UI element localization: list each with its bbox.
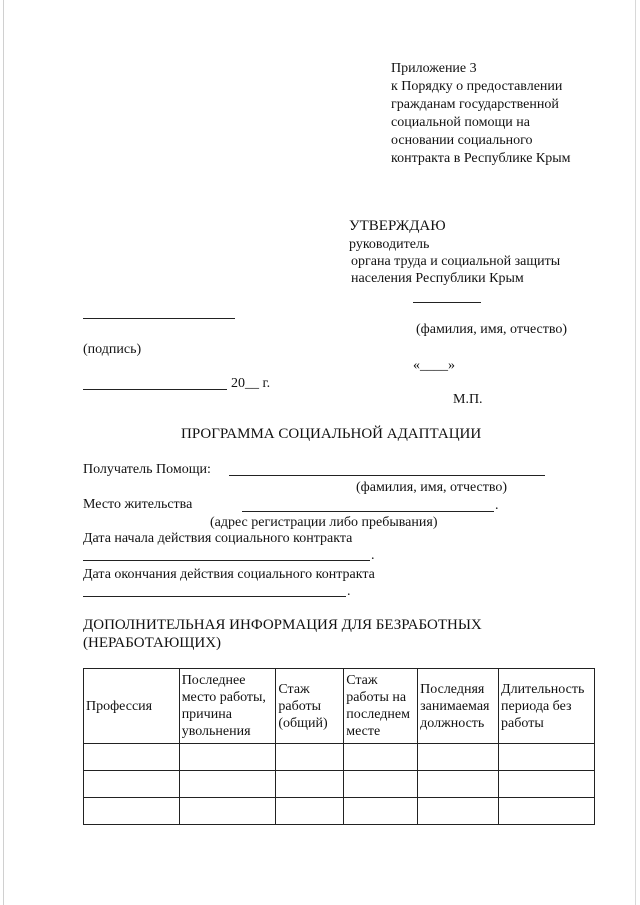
header-line: Последняя (420, 681, 485, 697)
date-line (83, 389, 227, 390)
table-row (84, 798, 595, 825)
header-line: Стаж (278, 681, 310, 697)
approve-signature-line (413, 302, 481, 303)
unemployed-heading (83, 616, 482, 652)
table-cell (276, 771, 344, 798)
header-line: Длительность (501, 681, 585, 697)
header-line: Стаж (346, 673, 378, 688)
table-cell (276, 798, 344, 825)
table-cell (499, 798, 595, 825)
start-date-end: . (371, 548, 375, 563)
approve-line: руководитель (349, 237, 430, 252)
appendix-line: контракта в Республике Крым (391, 151, 571, 166)
header-line: периода без (501, 698, 572, 714)
table-cell (276, 744, 344, 771)
end-date-label: Дата окончания действия социального контракта (83, 567, 375, 582)
table-cell (499, 771, 595, 798)
header-line: работы на (346, 690, 407, 705)
table-cell (84, 771, 180, 798)
unemployed-table (83, 668, 595, 825)
table-cell (418, 798, 499, 825)
start-date-label: Дата начала действия социального контракта (83, 531, 353, 546)
table-cell (418, 771, 499, 798)
appendix-line: социальной помощи на (391, 115, 530, 130)
column-header-profession (84, 669, 180, 744)
table-header-row (84, 669, 595, 744)
approve-title: УТВЕРЖДАЮ (349, 218, 446, 234)
start-date-line (83, 560, 370, 561)
header-line: занимаемая (420, 698, 490, 714)
table-row (84, 744, 595, 771)
header-line: увольнения (181, 724, 251, 739)
signature-year: 20__ г. (231, 376, 271, 391)
table-cell (499, 744, 595, 771)
residence-caption: (адрес регистрации либо пребывания) (210, 515, 438, 530)
header-line: Профессия (86, 698, 153, 714)
table-row (84, 771, 595, 798)
end-date-end: . (347, 584, 351, 599)
table-cell (179, 771, 276, 798)
header-line: место работы, (181, 690, 266, 705)
header-line: работы (501, 715, 544, 731)
stamp-mark: М.П. (453, 392, 483, 407)
table-cell (179, 798, 276, 825)
appendix-block (391, 60, 571, 168)
column-header-last-workplace (179, 669, 276, 744)
signature-line (83, 318, 235, 319)
appendix-line: основании социального (391, 133, 533, 148)
column-header-total-experience (276, 669, 344, 744)
table-cell (344, 798, 418, 825)
table-cell (84, 744, 180, 771)
appendix-line: к Порядку о предоставлении (391, 79, 563, 94)
signature-caption: (подпись) (83, 342, 142, 357)
column-header-unemployment-duration (499, 669, 595, 744)
unemployed-heading-line: (НЕРАБОТАЮЩИХ) (83, 635, 222, 651)
header-line: причина (181, 707, 232, 722)
scan-edge-left (3, 0, 4, 905)
residence-end: . (495, 498, 499, 513)
residence-label: Место жительства (83, 497, 193, 512)
appendix-line: Приложение 3 (391, 61, 477, 76)
header-line: (общий) (278, 715, 328, 731)
approve-line: населения Республики Крым (351, 271, 524, 286)
header-line: последнем (346, 707, 410, 722)
appendix-line: гражданам государственной (391, 97, 559, 112)
unemployed-heading-line: ДОПОЛНИТЕЛЬНАЯ ИНФОРМАЦИЯ ДЛЯ БЕЗРАБОТНЫХ (83, 617, 482, 633)
header-line: месте (346, 724, 381, 739)
end-date-line (83, 596, 346, 597)
table-cell (344, 744, 418, 771)
header-line: работы (278, 698, 322, 714)
table-cell (344, 771, 418, 798)
column-header-last-position (418, 669, 499, 744)
approve-fio-caption: (фамилия, имя, отчество) (416, 322, 568, 337)
table-cell (84, 798, 180, 825)
residence-line (242, 511, 494, 512)
approve-line: органа труда и социальной защиты (351, 254, 561, 269)
column-header-last-place-experience (344, 669, 418, 744)
recipient-label: Получатель Помощи: (83, 462, 211, 477)
recipient-caption: (фамилия, имя, отчество) (356, 480, 508, 495)
table-cell (418, 744, 499, 771)
approve-date-quote: «____» (413, 358, 455, 373)
program-title: ПРОГРАММА СОЦИАЛЬНОЙ АДАПТАЦИИ (181, 426, 482, 442)
header-line: должность (420, 715, 485, 731)
header-line: Последнее (181, 673, 246, 688)
scan-edge-right (635, 0, 636, 905)
table-cell (179, 744, 276, 771)
recipient-line (229, 475, 545, 476)
